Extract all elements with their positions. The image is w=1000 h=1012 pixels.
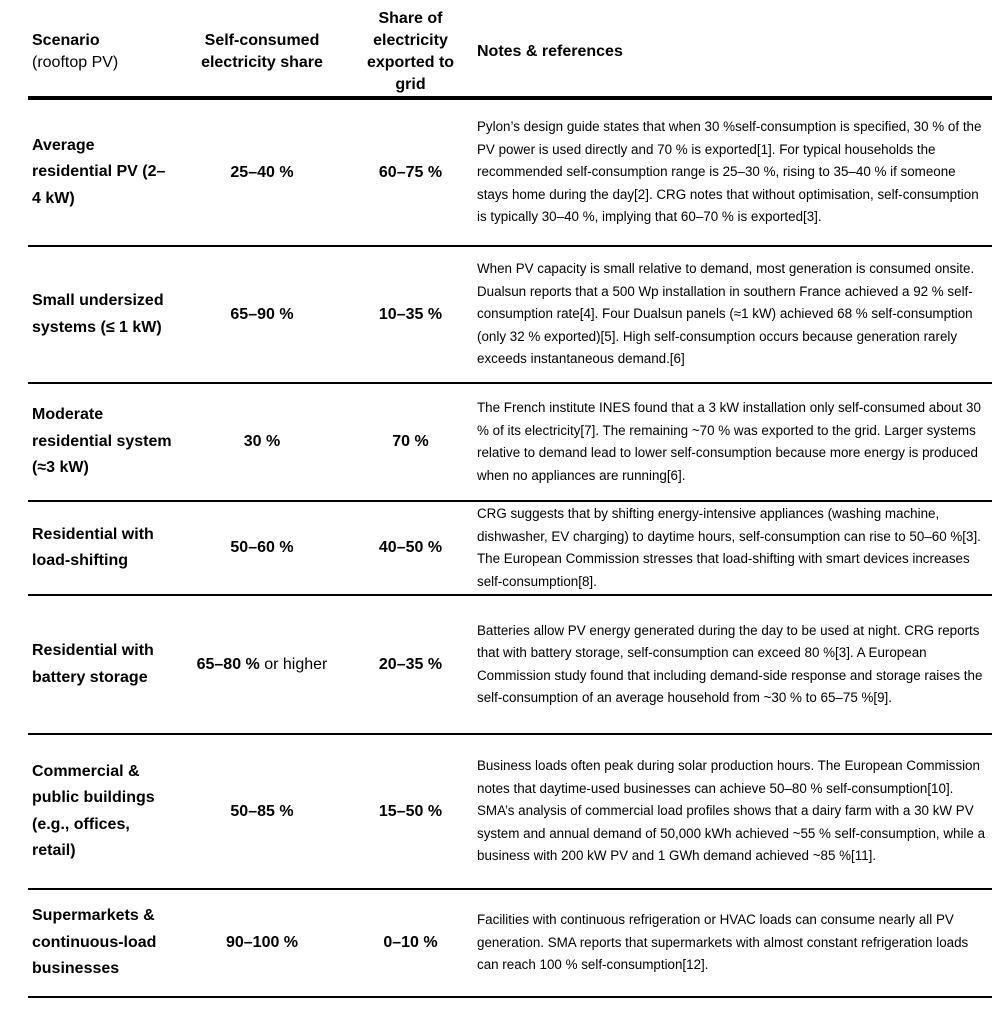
row-scenario: Small undersized systems (≤ 1 kW) [28, 246, 176, 383]
row-self-value: 65–80 % [196, 655, 260, 673]
row-self-consumed [176, 501, 348, 595]
row-exported: 0–10 % [348, 889, 473, 997]
row-exported: 20–35 % [348, 595, 473, 734]
row-scenario: Residential with battery storage [28, 595, 176, 734]
header-scenario [28, 8, 176, 98]
table-row [28, 383, 992, 501]
row-notes: CRG suggests that by shifting energy-intensive appliances (washing machine, dishwasher, EV charging) to daytime hours, self-consumption can rise to 50–60 %[3]. The European Commission stresses that load-shifting with smart devices increases self-consumption[8]. [473, 501, 992, 595]
header-self-consumed: Self-consumed electricity share [176, 8, 348, 98]
row-notes: Batteries allow PV energy generated during the day to be used at night. CRG reports that with battery storage, self-consumption can exceed 80 %[3]. A European Commission study found that including demand-side response and storage raises the self-consumption of an average household from ~30 % to 65–75 %[9]. [473, 595, 992, 734]
row-self-consumed [176, 98, 348, 246]
table-row [28, 246, 992, 383]
header-scenario-label: Scenario [32, 32, 100, 49]
row-exported: 40–50 % [348, 501, 473, 595]
row-self-value: 50–85 % [230, 802, 294, 820]
row-notes: Business loads often peak during solar production hours. The European Commission notes that daytime-used businesses can achieve 50–80 % self-consumption[10]. SMA’s analysis of commercial load profiles shows that a dairy farm with a 30 kW PV system and annual demand of 50,000 kWh achieved ~55 % self-consumption, while a business with 200 kW PV and 1 GWh demand achieved ~85 %[11]. [473, 734, 992, 889]
row-scenario: Supermarkets & continuous-load businesses [28, 889, 176, 997]
row-scenario: Average residential PV (2–4 kW) [28, 98, 176, 246]
row-exported: 15–50 % [348, 734, 473, 889]
row-self-consumed [176, 889, 348, 997]
row-self-extra: or higher [259, 655, 328, 673]
row-exported: 10–35 % [348, 246, 473, 383]
row-self-value: 30 % [243, 433, 281, 450]
row-self-value: 65–90 % [230, 305, 294, 323]
table-row [28, 501, 992, 595]
row-self-consumed [176, 734, 348, 889]
row-self-value: 50–60 % [230, 539, 294, 556]
pv-self-consumption-table [28, 8, 992, 998]
row-notes: Pylon’s design guide states that when 30 %self-consumption is specified, 30 % of the PV power is used directly and 70 % is exported[1]. For typical households the recommended self-consumption range is 25–30 %, rising to 35–40 % if someone stays home during the day[2]. CRG notes that without optimisation, self-consumption is typically 30–40 %, implying that 60–70 % is exported[3]. [473, 98, 992, 246]
row-exported: 70 % [348, 383, 473, 501]
row-self-consumed [176, 246, 348, 383]
header-notes: Notes & references [473, 8, 992, 98]
row-scenario: Commercial & public buildings (e.g., offices, retail) [28, 734, 176, 889]
header-scenario-sub: (rooftop PV) [32, 54, 119, 71]
row-scenario: Moderate residential system (≈3 kW) [28, 383, 176, 501]
table-row [28, 595, 992, 734]
row-self-value: 90–100 % [225, 934, 299, 951]
row-notes: When PV capacity is small relative to demand, most generation is consumed onsite. Dualsun reports that a 500 Wp installation in southern France achieved a 92 % self-consumption rate[4]. Four Dualsun panels (≈1 kW) achieved 68 % self-consumption (only 32 % exported)[5]. High self-consumption occurs because generation rarely exceeds instantaneous demand.[6] [473, 246, 992, 383]
row-notes: The French institute INES found that a 3 kW installation only self-consumed about 30 % of its electricity[7]. The remaining ~70 % was exported to the grid. Larger systems relative to demand lead to lower self-consumption because more energy is produced when no appliances are running[6]. [473, 383, 992, 501]
row-self-value: 25–40 % [230, 163, 294, 181]
table-row [28, 734, 992, 889]
table-row [28, 98, 992, 246]
row-self-consumed [176, 595, 348, 734]
row-notes: Facilities with continuous refrigeration or HVAC loads can consume nearly all PV generation. SMA reports that supermarkets with almost constant refrigeration loads can reach 100 % self-consumption[12]. [473, 889, 992, 997]
table-row [28, 889, 992, 997]
pv-self-consumption-table-wrapper [28, 8, 992, 998]
header-row [28, 8, 992, 98]
row-self-consumed [176, 383, 348, 501]
row-exported: 60–75 % [348, 98, 473, 246]
header-exported: Share of electricity exported to grid [348, 8, 473, 98]
row-scenario: Residential with load-shifting [28, 501, 176, 595]
